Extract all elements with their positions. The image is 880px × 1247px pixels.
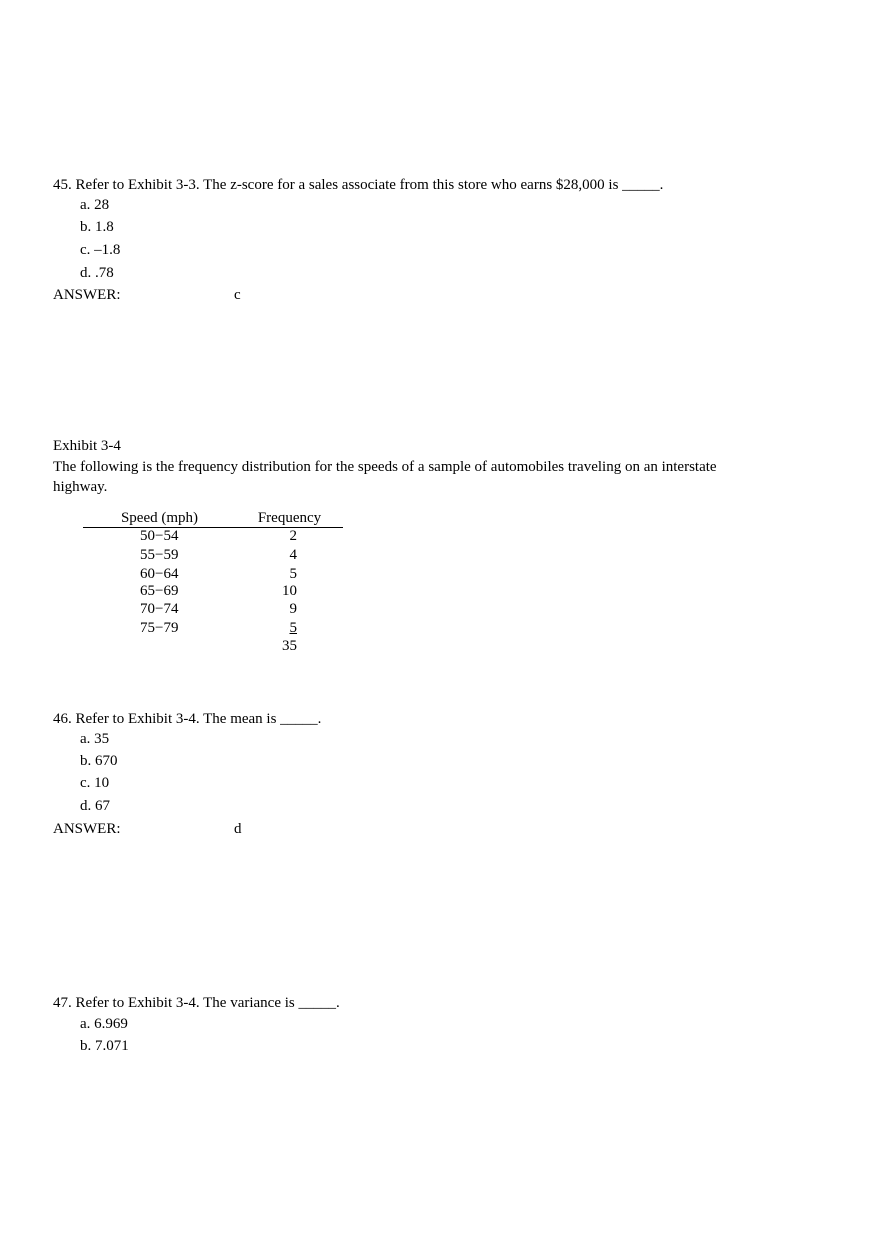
q46-option-c: c. 10 [80, 775, 110, 791]
speed-cell: 55−59 [140, 547, 179, 563]
exhibit-title: Exhibit 3-4 [53, 438, 121, 454]
q45-option-c: c. –1.8 [80, 242, 121, 258]
q46-question: 46. Refer to Exhibit 3-4. The mean is _____. [53, 711, 322, 727]
frequency-cell: 2 [289, 528, 297, 544]
q46-answer: d [234, 821, 242, 837]
q45-option-d: d. .78 [80, 265, 114, 281]
speed-cell: 70−74 [140, 601, 179, 617]
frequency-cell: 5 [289, 620, 297, 636]
q46-option-b: b. 670 [80, 753, 118, 769]
q47-option-a: a. 6.969 [80, 1016, 128, 1032]
q47-question: 47. Refer to Exhibit 3-4. The variance is _____. [53, 995, 340, 1011]
speed-cell: 50−54 [140, 528, 179, 544]
q46-option-a: a. 35 [80, 731, 110, 747]
frequency-cell: 5 [289, 566, 297, 582]
speed-cell: 75−79 [140, 620, 179, 636]
q45-question: 45. Refer to Exhibit 3-3. The z-score for a sales associate from this store who earns $28,000 is _____. [53, 177, 664, 193]
speed-cell: 60−64 [140, 566, 179, 582]
speed-cell: 65−69 [140, 583, 179, 599]
header-frequency: Frequency [236, 509, 343, 528]
q47-option-b: b. 7.071 [80, 1038, 129, 1054]
exhibit-description: The following is the frequency distribution for the speeds of a sample of automobiles traveling on an interstate highway. [53, 459, 717, 495]
q45-answer-label: ANSWER: [53, 287, 121, 303]
header-speed: Speed (mph) [83, 509, 236, 528]
frequency-cell: 9 [289, 601, 297, 617]
frequency-cell: 4 [289, 547, 297, 563]
q46-answer-label: ANSWER: [53, 821, 121, 837]
q46-option-d: d. 67 [80, 798, 110, 814]
frequency-cell: 10 [282, 583, 297, 599]
q45-option-b: b. 1.8 [80, 219, 114, 235]
q45-option-a: a. 28 [80, 197, 110, 213]
q45-answer: c [234, 287, 241, 303]
frequency-total: 35 [282, 638, 297, 654]
